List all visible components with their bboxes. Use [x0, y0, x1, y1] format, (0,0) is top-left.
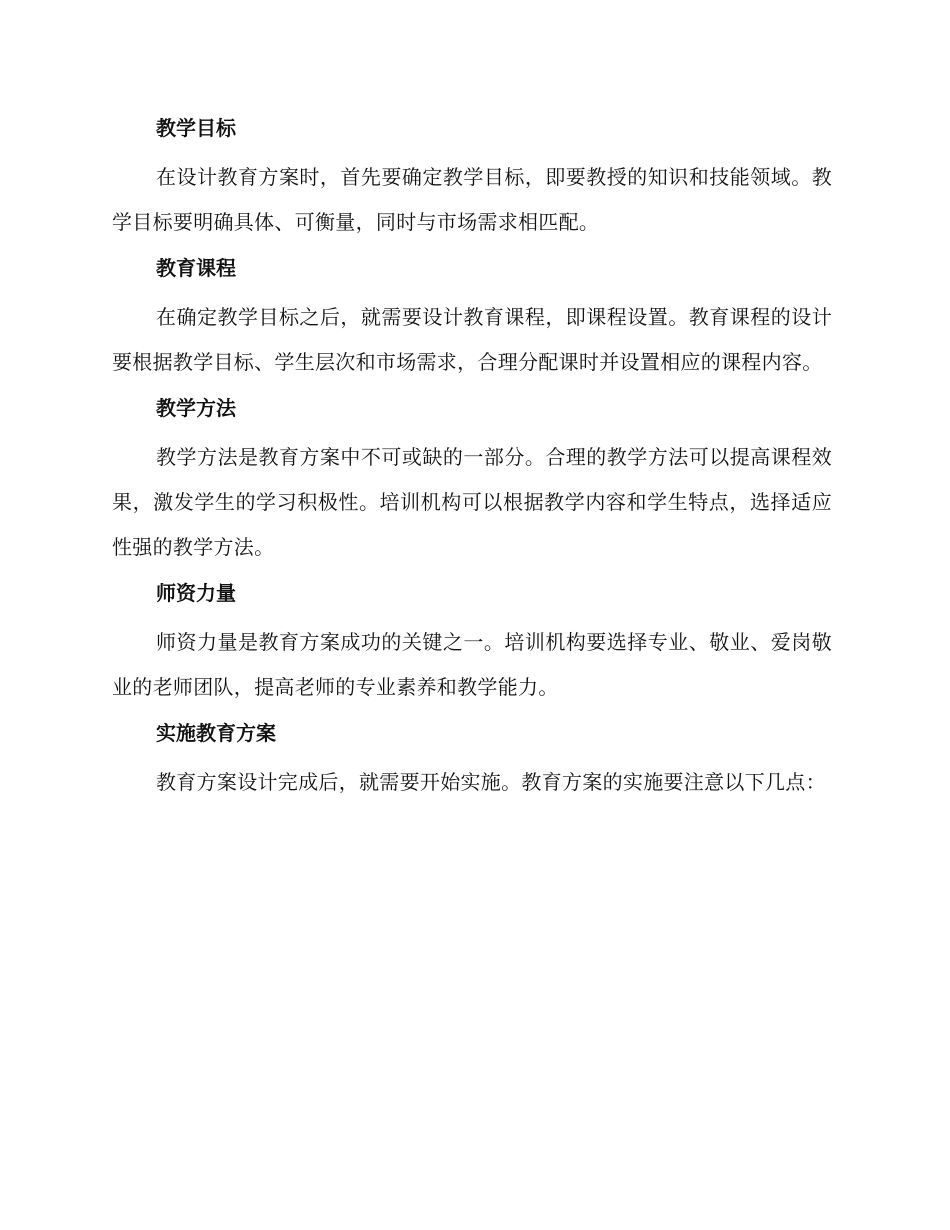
section-paragraph: 教育方案设计完成后，就需要开始实施。教育方案的实施要注意以下几点：	[156, 770, 826, 794]
section-heading: 实施教育方案	[156, 721, 276, 745]
section-teaching-methods	[112, 392, 832, 570]
section-heading: 教学方法	[156, 396, 236, 420]
section-teaching-goals	[112, 112, 832, 245]
section-paragraph: 在设计教育方案时，首先要确定教学目标，即要教授的知识和技能领域。教学目标要明确具体、可衡量，同时与市场需求相匹配。	[112, 165, 832, 234]
section-paragraph: 师资力量是教育方案成功的关键之一。培训机构要选择专业、敬业、爱岗敬业的老师团队，提高老师的专业素养和教学能力。	[112, 630, 832, 699]
section-heading: 教育课程	[156, 256, 236, 280]
section-paragraph: 教学方法是教育方案中不可或缺的一部分。合理的教学方法可以提高课程效果，激发学生的学习积极性。培训机构可以根据教学内容和学生特点，选择适应性强的教学方法。	[112, 445, 832, 559]
section-implementation	[112, 717, 832, 805]
section-faculty	[112, 577, 832, 710]
section-curriculum	[112, 252, 832, 385]
section-paragraph: 在确定教学目标之后，就需要设计教育课程，即课程设置。教育课程的设计要根据教学目标、学生层次和市场需求，合理分配课时并设置相应的课程内容。	[112, 305, 832, 374]
section-heading: 师资力量	[156, 581, 236, 605]
section-heading: 教学目标	[156, 116, 236, 140]
